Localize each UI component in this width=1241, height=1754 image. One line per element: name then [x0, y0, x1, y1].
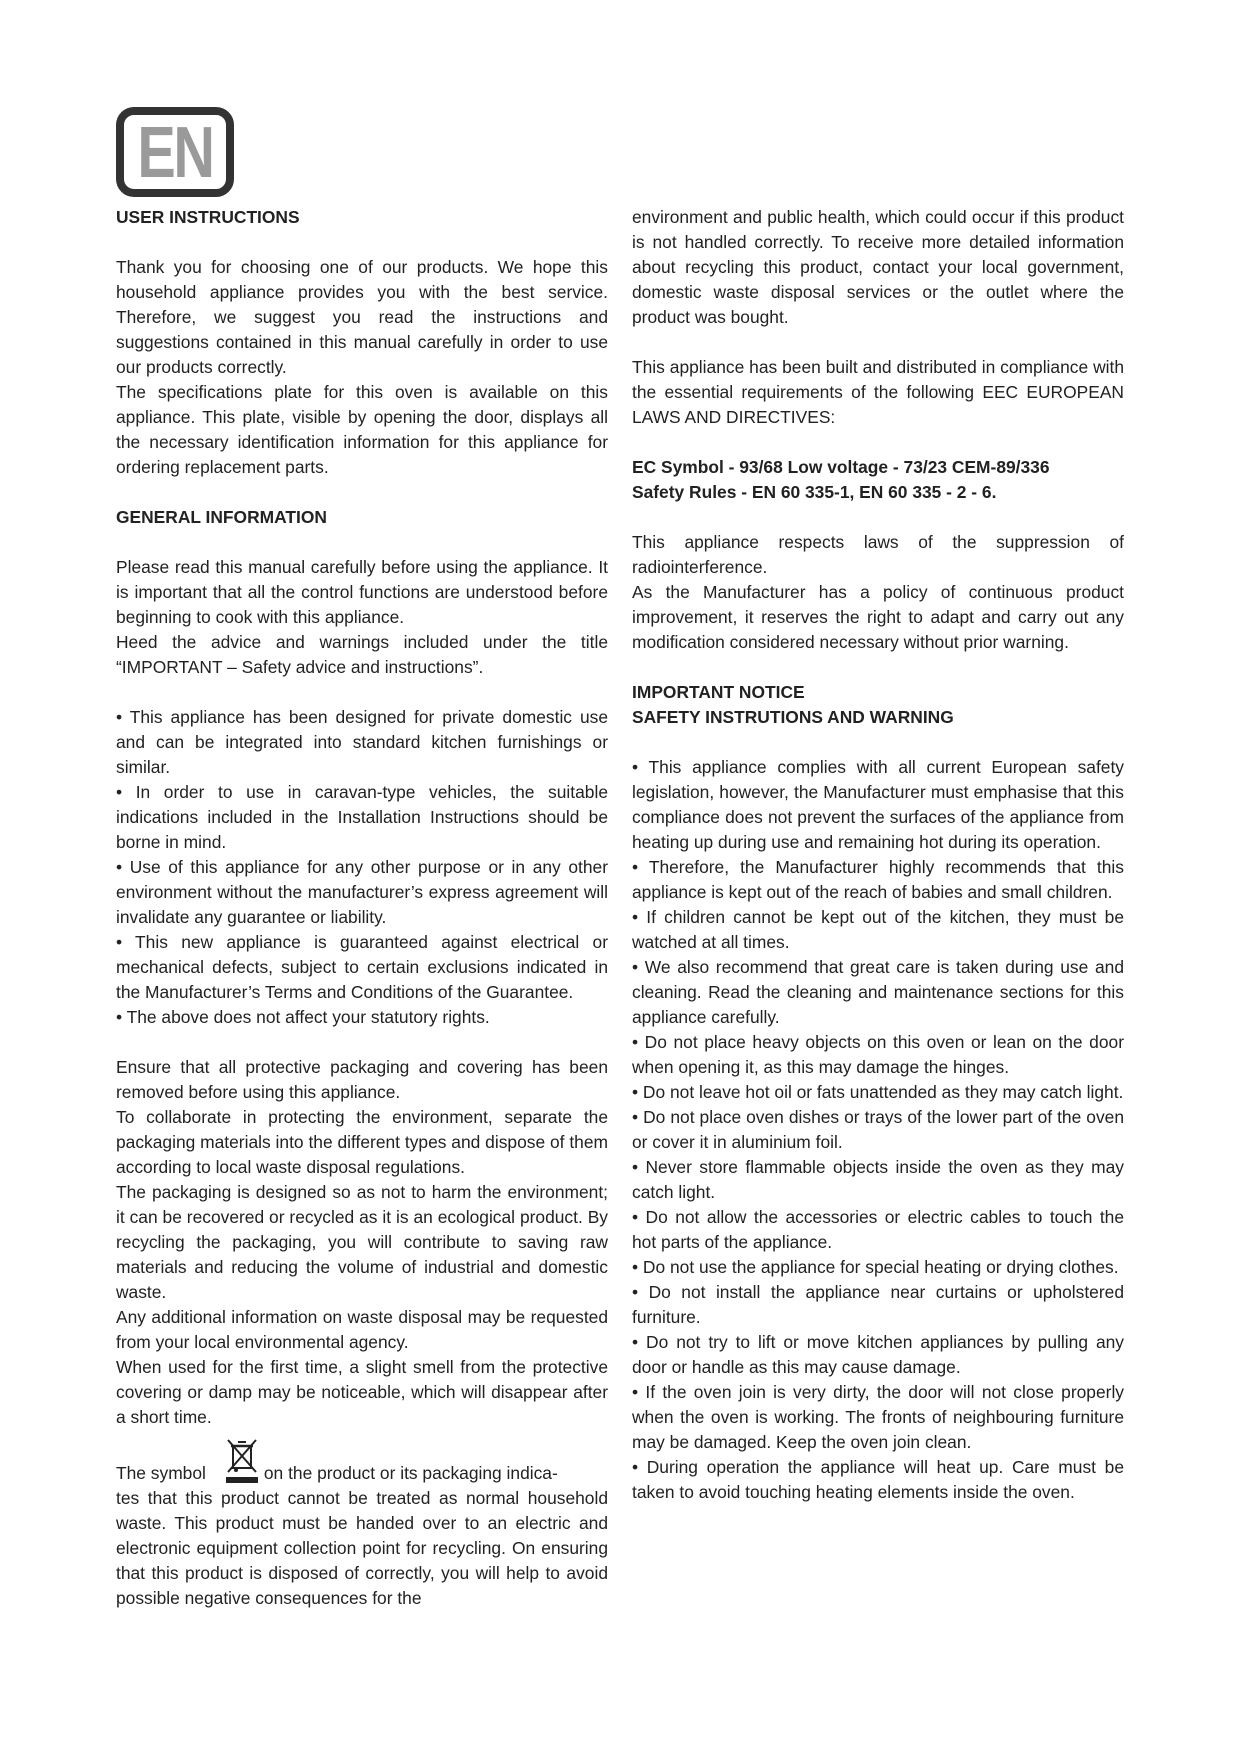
left-bullet: • The above does not affect your statutory rights. [116, 1007, 490, 1027]
ec-symbol-line: EC Symbol - 93/68 Low voltage - 73/23 CEM-89/336 [632, 457, 1050, 477]
general-paragraph-1: Please read this manual carefully before using the appliance. It is important that all the control functions are understood before beginning to cook with this appliance. [116, 557, 608, 627]
left-bullet: • This appliance has been designed for private domestic use and can be integrated into standard kitchen furnishings or similar. [116, 707, 608, 777]
general-paragraph-2: Heed the advice and warnings included under the title “IMPORTANT – Safety advice and instructions”. [116, 632, 608, 677]
user-instructions-heading: USER INSTRUCTIONS [116, 207, 300, 227]
left-column [116, 205, 608, 1611]
safety-rules-line: Safety Rules - EN 60 335-1, EN 60 335 - 2 - 6. [632, 482, 997, 502]
left-bullet: • Use of this appliance for any other purpose or in any other environment without the manufacturer’s express agreement will invalidate any guarantee or liability. [116, 857, 608, 927]
language-badge [116, 107, 234, 197]
right-bullet: • This appliance complies with all current European safety legislation, however, the Manufacturer must emphasise that this compliance does not prevent the surfaces of the appliance from heating up during use and remaining hot during its operation. [632, 757, 1124, 852]
important-notice-heading: IMPORTANT NOTICE [632, 682, 805, 702]
right-bullet: • If the oven join is very dirty, the door will not close properly when the oven is working. The fronts of neighbouring furniture may be damaged. Keep the oven join clean. [632, 1382, 1124, 1452]
right-bullet: • Do not leave hot oil or fats unattended as they may catch light. [632, 1082, 1124, 1102]
right-bullet: • If children cannot be kept out of the kitchen, they must be watched at all times. [632, 907, 1124, 952]
right-column [632, 205, 1124, 1505]
policy-paragraph: As the Manufacturer has a policy of continuous product improvement, it reserves the right to adapt and carry out any modification considered necessary without prior warning. [632, 582, 1124, 652]
safety-instructions-heading: SAFETY INSTRUTIONS AND WARNING [632, 707, 954, 727]
packaging-paragraph-2: To collaborate in protecting the environment, separate the packaging materials into the different types and dispose of them according to local waste disposal regulations. [116, 1107, 608, 1177]
packaging-paragraph-3: The packaging is designed so as not to harm the environment; it can be recovered or recycled as it is an ecological product. By recycling the packaging, you will contribute to saving raw materials and reducing the volume of industrial and domestic waste. [116, 1182, 608, 1302]
right-bullet: • Do not install the appliance near curtains or upholstered furniture. [632, 1282, 1124, 1327]
packaging-paragraph-5: When used for the first time, a slight smell from the protective covering or damp may be noticeable, which will disappear after a short time. [116, 1357, 608, 1427]
right-bullet: • We also recommend that great care is taken during use and cleaning. Read the cleaning and maintenance sections for this appliance carefully. [632, 957, 1124, 1027]
right-bullet: • Never store flammable objects inside the oven as they may catch light. [632, 1157, 1124, 1202]
intro-paragraph-2: The specifications plate for this oven is available on this appliance. This plate, visible by opening the door, displays all the necessary identification information for this appliance for ordering replacement parts. [116, 382, 608, 477]
symbol-text-after: on the product or its packaging indica- [263, 1463, 558, 1483]
crossed-bin-icon [224, 1436, 260, 1484]
left-bullet: • This new appliance is guaranteed against electrical or mechanical defects, subject to certain exclusions indicated in the Manufacturer’s Terms and Conditions of the Guarantee. [116, 932, 608, 1002]
language-badge-label: EN [137, 113, 213, 193]
compliance-paragraph: This appliance has been built and distributed in compliance with the essential requirements of the following EEC EUROPEAN LAWS AND DIRECTIVES: [632, 357, 1124, 427]
right-bullet: • Do not allow the accessories or electric cables to touch the hot parts of the appliance. [632, 1207, 1124, 1252]
right-bullet: • Do not try to lift or move kitchen appliances by pulling any door or handle as this may cause damage. [632, 1332, 1124, 1377]
right-bullet: • During operation the appliance will heat up. Care must be taken to avoid touching heating elements inside the oven. [632, 1457, 1124, 1502]
symbol-line [116, 1438, 608, 1486]
intro-paragraph-1: Thank you for choosing one of our products. We hope this household appliance provides you with the best service. Therefore, we suggest you read the instructions and suggestions contained in this manual carefully in order to use our products correctly. [116, 257, 608, 377]
symbol-text-before: The symbol [116, 1463, 206, 1483]
right-bullet: • Therefore, the Manufacturer highly recommends that this appliance is kept out of the reach of babies and small children. [632, 857, 1124, 902]
right-bullet: • Do not place oven dishes or trays of the lower part of the oven or cover it in aluminium foil. [632, 1107, 1124, 1152]
right-bullet: • Do not place heavy objects on this oven or lean on the door when opening it, as this may damage the hinges. [632, 1032, 1124, 1077]
packaging-paragraph-4: Any additional information on waste disposal may be requested from your local environmental agency. [116, 1307, 608, 1352]
symbol-paragraph: tes that this product cannot be treated as normal household waste. This product must be handed over to an electric and electronic equipment collection point for recycling. On ensuring that this product is disposed of correctly, you will help to avoid possible negative consequences for the [116, 1488, 608, 1608]
radio-paragraph: This appliance respects laws of the suppression of radiointerference. [632, 532, 1124, 577]
left-bullet: • In order to use in caravan-type vehicles, the suitable indications included in the Installation Instructions should be borne in mind. [116, 782, 608, 852]
packaging-paragraph-1: Ensure that all protective packaging and covering has been removed before using this appliance. [116, 1057, 608, 1102]
continued-paragraph: environment and public health, which could occur if this product is not handled correctly. To receive more detailed information about recycling this product, contact your local government, domestic waste disposal services or the outlet where the product was bought. [632, 207, 1124, 327]
right-bullet: • Do not use the appliance for special heating or drying clothes. [632, 1257, 1119, 1277]
general-information-heading: GENERAL INFORMATION [116, 507, 327, 527]
